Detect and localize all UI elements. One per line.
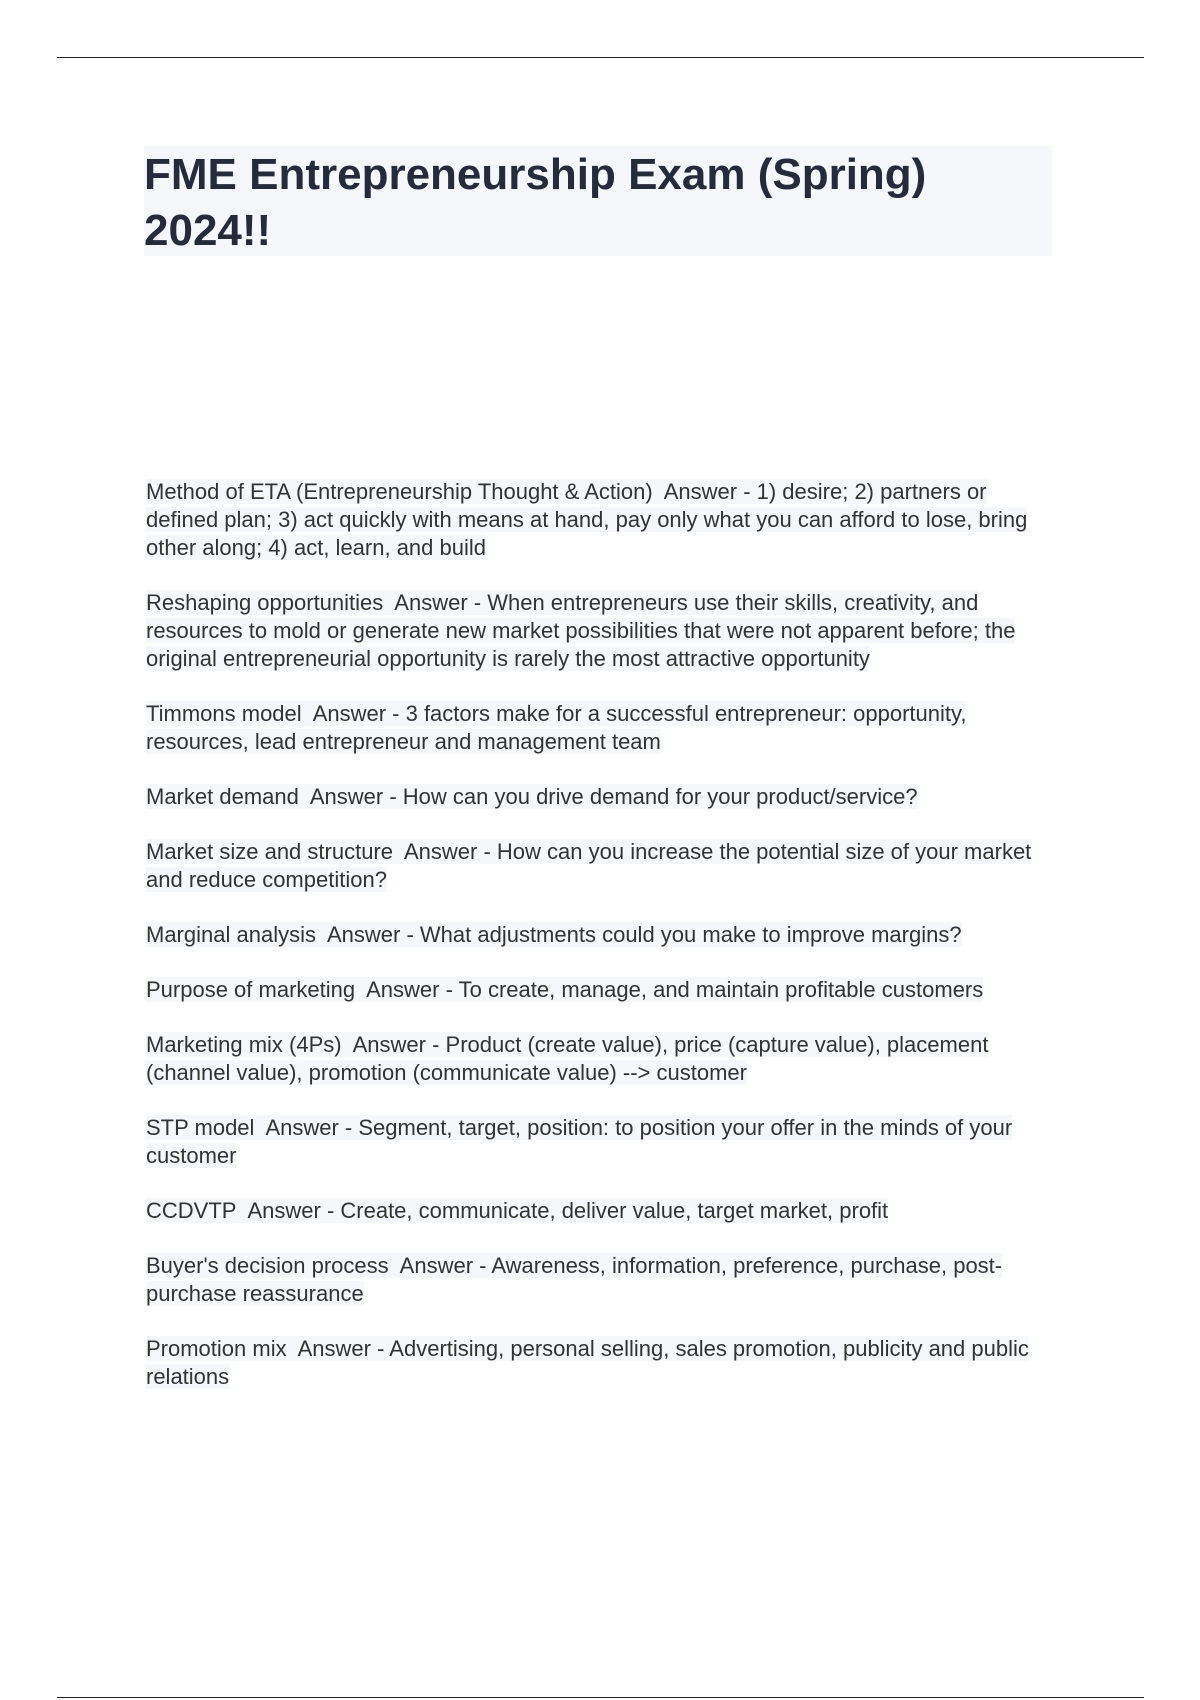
qa-term: Purpose of marketing [146, 977, 356, 1002]
qa-term: Marginal analysis [146, 922, 316, 947]
qa-item [146, 700, 1056, 756]
qa-term: Market size and structure [146, 839, 393, 864]
qa-answer: Answer - Advertising, personal selling, sales promotion, publicity and public relations [146, 1336, 1029, 1389]
qa-answer: Answer - How can you drive demand for your product/service? [309, 784, 918, 809]
qa-answer: Answer - Segment, target, position: to position your offer in the minds of your customer [146, 1115, 1013, 1168]
qa-term: Promotion mix [146, 1336, 287, 1361]
qa-answer: Answer - What adjustments could you make to improve margins? [326, 922, 962, 947]
qa-term: Market demand [146, 784, 299, 809]
qa-item [146, 478, 1056, 562]
qa-answer: Answer - Create, communicate, deliver value, target market, profit [247, 1198, 889, 1223]
qa-answer: Answer - Product (create value), price (capture value), placement (channel value), promotion (communicate value) --> customer [146, 1032, 989, 1085]
qa-item [146, 921, 1056, 949]
qa-item [146, 1114, 1056, 1170]
qa-item [146, 589, 1056, 673]
qa-term: Timmons model [146, 701, 302, 726]
qa-item [146, 783, 1056, 811]
bottom-rule [57, 1697, 1144, 1698]
qa-term: Buyer's decision process [146, 1253, 389, 1278]
qa-answer: Answer - When entrepreneurs use their skills, creativity, and resources to mold or generate new market possibilities that were not apparent before; the original entrepreneurial opportunity is rarely the most attractive opportunity [146, 590, 1016, 671]
qa-term: Method of ETA (Entrepreneurship Thought & Action) [146, 479, 653, 504]
qa-item [146, 838, 1056, 894]
qa-answer: Answer - 3 factors make for a successful entrepreneur: opportunity, resources, lead entrepreneur and management team [146, 701, 967, 754]
qa-term: STP model [146, 1115, 255, 1140]
document-title: FME Entrepreneurship Exam (Spring) 2024!! [144, 150, 927, 255]
title-block [144, 146, 1052, 256]
qa-answer: Answer - How can you increase the potential size of your market and reduce competition? [146, 839, 1032, 892]
qa-item [146, 1197, 1056, 1225]
qa-term: Marketing mix (4Ps) [146, 1032, 342, 1057]
qa-item [146, 1252, 1056, 1308]
top-rule [57, 57, 1144, 58]
qa-answer: Answer - Awareness, information, preference, purchase, post-purchase reassurance [146, 1253, 1003, 1306]
qa-list [146, 478, 1056, 1418]
qa-item [146, 976, 1056, 1004]
qa-term: Reshaping opportunities [146, 590, 384, 615]
qa-item [146, 1335, 1056, 1391]
qa-item [146, 1031, 1056, 1087]
qa-answer: Answer - To create, manage, and maintain profitable customers [366, 977, 984, 1002]
qa-term: CCDVTP [146, 1198, 237, 1223]
qa-answer: Answer - 1) desire; 2) partners or defined plan; 3) act quickly with means at hand, pay only what you can afford to lose, bring other along; 4) act, learn, and build [146, 479, 1028, 560]
